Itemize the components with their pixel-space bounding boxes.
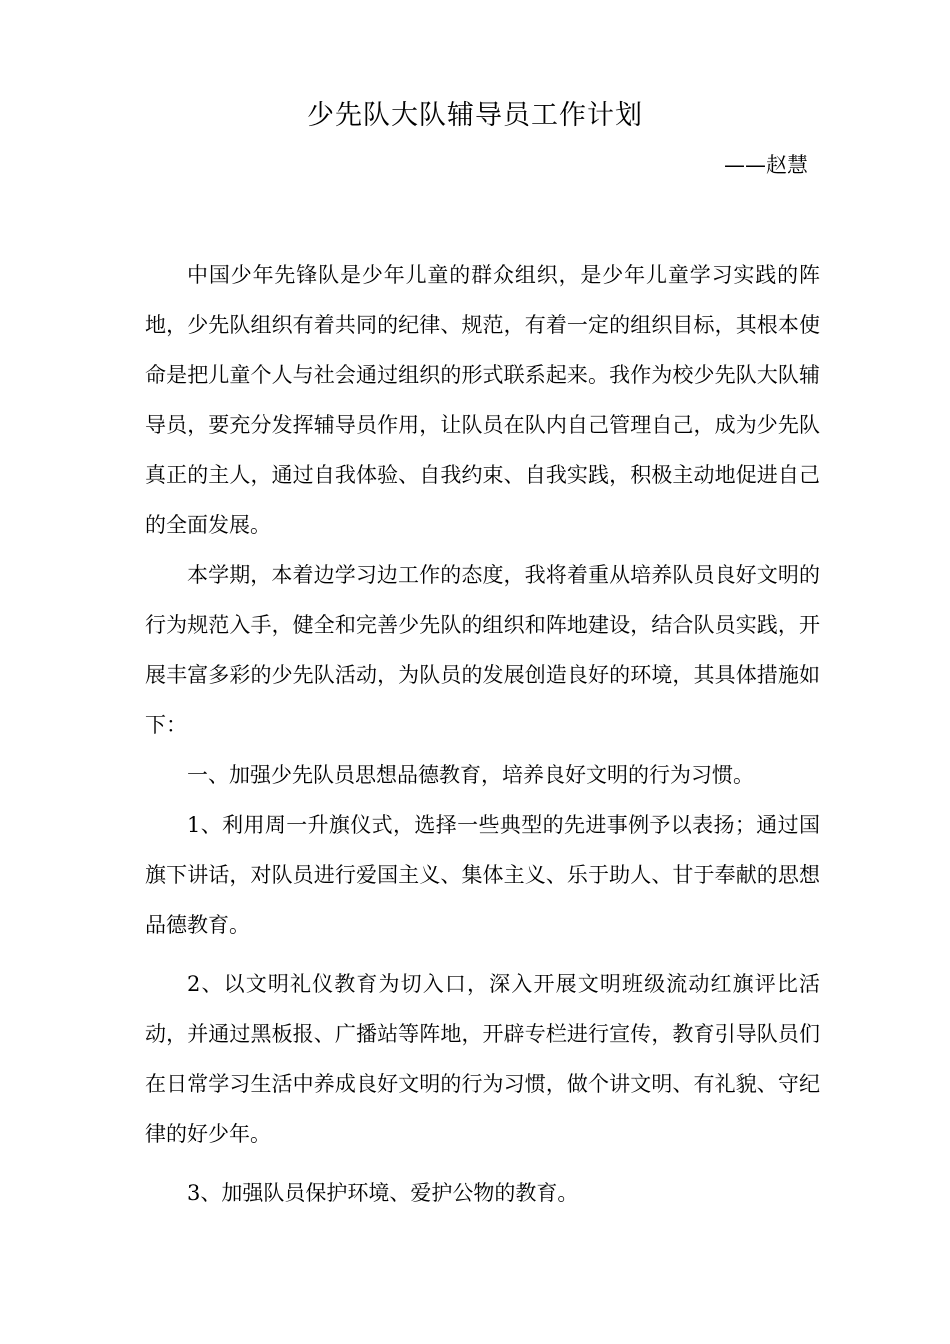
paragraph-section-heading: 一、加强少先队员思想品德教育，培养良好文明的行为习惯。 bbox=[187, 763, 754, 787]
paragraph-item-2: 2、以文明礼仪教育为切入口，深入开展文明班级流动红旗评比活动，并通过黑板报、广播站等阵地，开辟专栏进行宣传，教育引导队员们在日常学习生活中养成良好文明的行为习惯，做个讲文明、有礼貌、守纪律的好少年。 bbox=[145, 972, 820, 1146]
paragraph-item-1: 1、利用周一升旗仪式，选择一些典型的先进事例予以表扬；通过国旗下讲话，对队员进行爱国主义、集体主义、乐于助人、甘于奉献的思想品德教育。 bbox=[145, 813, 820, 937]
document-title: 少先队大队辅导员工作计划 bbox=[307, 100, 643, 131]
paragraph-semester-plan: 本学期，本着边学习边工作的态度，我将着重从培养队员良好文明的行为规范入手，健全和完善少先队的组织和阵地建设，结合队员实践，开展丰富多彩的少先队活动，为队员的发展创造良好的环境，其具体措施如下： bbox=[145, 563, 820, 737]
document-author: ——赵慧 bbox=[724, 153, 808, 177]
paragraph-intro: 中国少年先锋队是少年儿童的群众组织，是少年儿童学习实践的阵地，少先队组织有着共同的纪律、规范，有着一定的组织目标，其根本使命是把儿童个人与社会通过组织的形式联系起来。我作为校少先队大队辅导员，要充分发挥辅导员作用，让队员在队内自己管理自己，成为少先队真正的主人，通过自我体验、自我约束、自我实践，积极主动地促进自己的全面发展。 bbox=[145, 263, 820, 537]
document-body bbox=[145, 250, 820, 1218]
paragraph-item-3: 3、加强队员保护环境、爱护公物的教育。 bbox=[187, 1181, 579, 1205]
